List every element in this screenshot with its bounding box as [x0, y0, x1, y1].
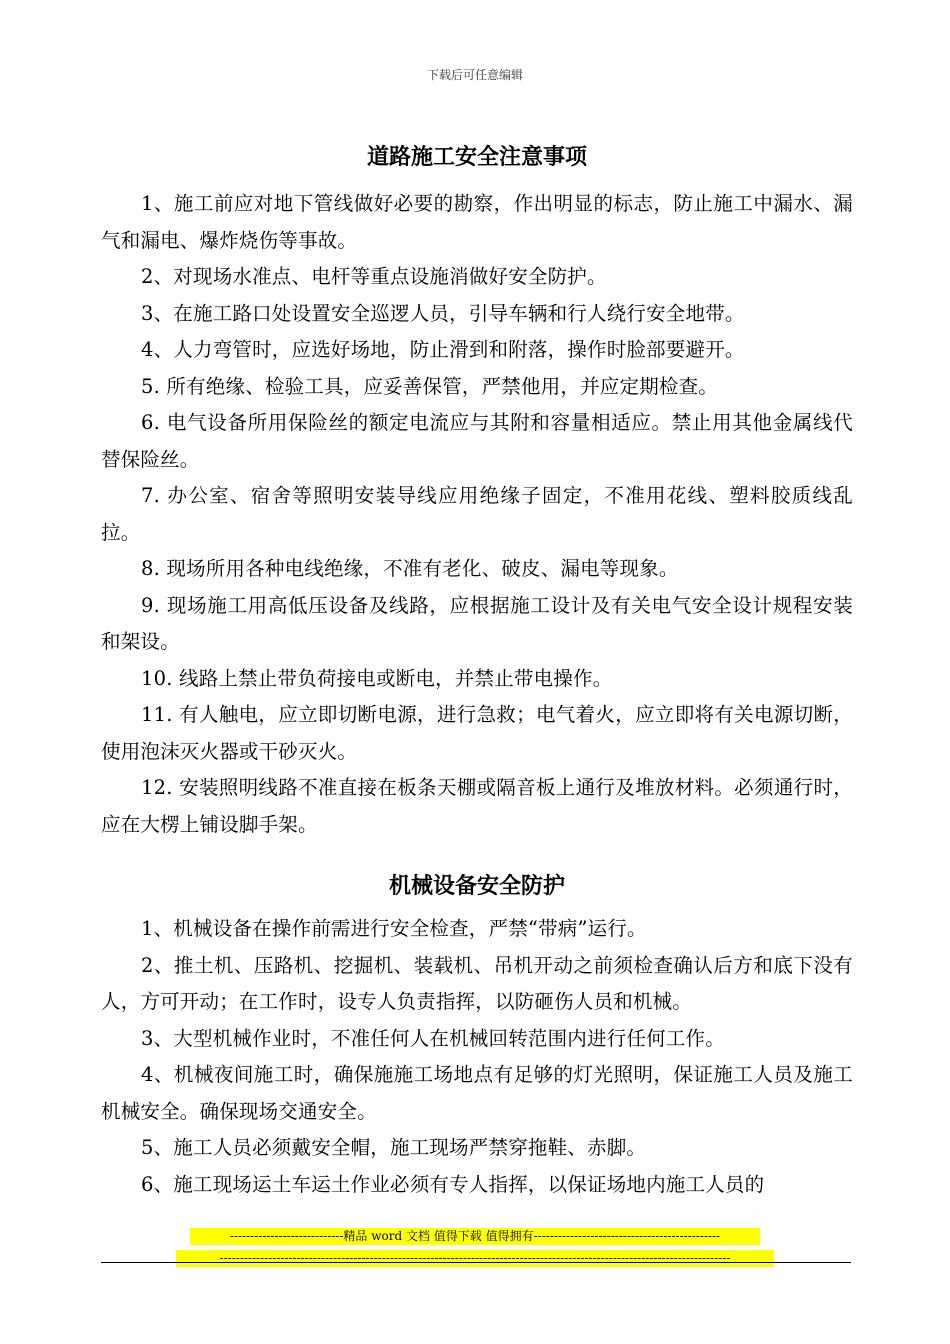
list-item: 7. 办公室、宿舍等照明安装导线应用绝缘子固定，不准用花线、塑料胶质线乱拉。 — [101, 484, 853, 544]
list-item: 1、施工前应对地下管线做好必要的勘察，作出明显的标志，防止施工中漏水、漏气和漏电、爆炸烧伤等事故。 — [101, 192, 853, 252]
list-item: 3、在施工路口处设置安全巡逻人员，引导车辆和行人绕行安全地带。 — [141, 301, 745, 325]
list-item: 3、大型机械作业时，不准任何人在机械回转范围内进行任何工作。 — [141, 1026, 725, 1050]
list-item: 12. 安装照明线路不准直接在板条天棚或隔音板上通行及堆放材料。必须通行时，应在大楞上铺设脚手架。 — [101, 776, 853, 836]
road-safety-list — [101, 186, 853, 843]
footer-divider — [101, 1262, 851, 1263]
header-note: 下载后可任意编辑 — [426, 68, 523, 82]
document-body — [101, 138, 853, 1203]
list-item: 1、机械设备在操作前需进行安全检查，严禁“带病”运行。 — [141, 917, 647, 940]
list-item: 2、对现场水准点、电杆等重点设施消做好安全防护。 — [141, 265, 607, 288]
footer-banner-line-1: ----------------------------精品 word 文档 值得下载 值得拥有---------------------------------------------- — [190, 1228, 760, 1245]
list-item: 5. 所有绝缘、检验工具，应妥善保管，严禁他用，并应定期检查。 — [141, 374, 719, 398]
list-item: 10. 线路上禁止带负荷接电或断电，并禁止带电操作。 — [141, 666, 613, 690]
list-item: 11. 有人触电，应立即切断电源，进行急救；电气着火，应立即将有关电源切断，使用泡沫灭火器或干砂灭火。 — [101, 703, 853, 763]
section-title-road-safety: 道路施工安全注意事项 — [366, 144, 587, 170]
list-item: 2、推土机、压路机、挖掘机、装载机、吊机开动之前须检查确认后方和底下没有人，方可开动；在工作时，设专人负责指挥，以防砸伤人员和机械。 — [101, 953, 853, 1013]
list-item: 6、施工现场运土车运土作业必须有专人指挥，以保证场地内施工人员的 — [141, 1172, 765, 1196]
footer-banner-line-2: ------------------------------------------------------------------------------------------------------------------------------ — [176, 1250, 774, 1267]
list-item: 8. 现场所用各种电线绝缘，不准有老化、破皮、漏电等现象。 — [141, 557, 679, 580]
list-item: 6. 电气设备所用保险丝的额定电流应与其附和容量相适应。禁止用其他金属线代替保险丝。 — [101, 411, 853, 471]
list-item: 4、人力弯管时，应选好场地，防止滑到和附落，操作时脸部要避开。 — [141, 338, 745, 361]
footer-banner — [0, 1228, 950, 1272]
list-item: 5、施工人员必须戴安全帽，施工现场严禁穿拖鞋、赤脚。 — [141, 1136, 647, 1159]
list-item: 4、机械夜间施工时，确保施施工场地点有足够的灯光照明，保证施工人员及施工机械安全。确保现场交通安全。 — [101, 1063, 853, 1123]
section-title-machinery-safety: 机械设备安全防护 — [388, 873, 565, 899]
list-item: 9. 现场施工用高低压设备及线路，应根据施工设计及有关电气安全设计规程安装和架设。 — [101, 593, 853, 653]
machinery-safety-list — [101, 911, 853, 1203]
